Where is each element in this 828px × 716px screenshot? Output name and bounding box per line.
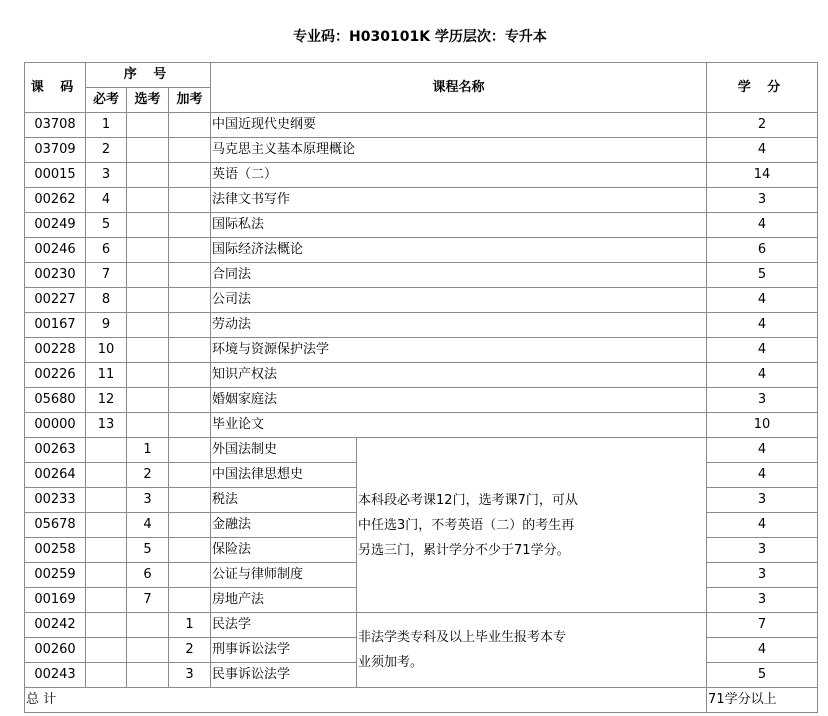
- course-name: 毕业论文: [211, 413, 707, 438]
- course-credit: 4: [707, 638, 818, 663]
- elective-note: [357, 438, 707, 613]
- course-credit: 4: [707, 138, 818, 163]
- course-credit: 4: [707, 463, 818, 488]
- course-name: 税法: [211, 488, 357, 513]
- table-row: [25, 413, 818, 438]
- required-seq: 7: [86, 263, 127, 288]
- elective-seq: 6: [127, 563, 169, 588]
- course-credit: 5: [707, 663, 818, 688]
- elective-seq: [127, 238, 169, 263]
- table-row: [25, 213, 818, 238]
- additional-seq: [169, 113, 211, 138]
- additional-seq: [169, 388, 211, 413]
- course-credit: 4: [707, 213, 818, 238]
- additional-seq: [169, 463, 211, 488]
- course-credit: 3: [707, 388, 818, 413]
- additional-seq: 3: [169, 663, 211, 688]
- table-row: [25, 363, 818, 388]
- course-credit: 4: [707, 288, 818, 313]
- additional-seq: [169, 213, 211, 238]
- additional-seq: [169, 538, 211, 563]
- course-name: 金融法: [211, 513, 357, 538]
- course-credit: 3: [707, 563, 818, 588]
- header-required: 必考: [86, 88, 127, 113]
- header-credit: 学 分: [707, 63, 818, 113]
- required-seq: 12: [86, 388, 127, 413]
- course-code: 00015: [25, 163, 86, 188]
- note-line: 业须加考。: [358, 655, 424, 670]
- required-seq: 10: [86, 338, 127, 363]
- elective-seq: [127, 213, 169, 238]
- course-name: 民法学: [211, 613, 357, 638]
- additional-seq: [169, 138, 211, 163]
- course-name: 公司法: [211, 288, 707, 313]
- table-row: [25, 138, 818, 163]
- required-seq: 1: [86, 113, 127, 138]
- course-name: 合同法: [211, 263, 707, 288]
- elective-seq: 4: [127, 513, 169, 538]
- course-credit: 2: [707, 113, 818, 138]
- table-row: [25, 613, 818, 638]
- required-seq: [86, 463, 127, 488]
- additional-seq: [169, 338, 211, 363]
- additional-seq: [169, 263, 211, 288]
- table-row: [25, 238, 818, 263]
- course-credit: 7: [707, 613, 818, 638]
- elective-seq: [127, 288, 169, 313]
- course-credit: 4: [707, 513, 818, 538]
- additional-seq: [169, 413, 211, 438]
- elective-seq: 7: [127, 588, 169, 613]
- elective-seq: 1: [127, 438, 169, 463]
- course-code: 00243: [25, 663, 86, 688]
- course-name: 外国法制史: [211, 438, 357, 463]
- course-credit: 4: [707, 363, 818, 388]
- course-code: 00262: [25, 188, 86, 213]
- note-line: 本科段必考课12门，选考课7门，可从: [358, 492, 578, 508]
- additional-seq: 1: [169, 613, 211, 638]
- course-code: 00169: [25, 588, 86, 613]
- course-code: 00230: [25, 263, 86, 288]
- course-name: 劳动法: [211, 313, 707, 338]
- course-code: 00233: [25, 488, 86, 513]
- required-seq: [86, 488, 127, 513]
- course-credit: 6: [707, 238, 818, 263]
- course-credit: 3: [707, 588, 818, 613]
- elective-seq: [127, 363, 169, 388]
- additional-seq: [169, 363, 211, 388]
- additional-seq: [169, 563, 211, 588]
- course-name: 公证与律师制度: [211, 563, 357, 588]
- course-name: 国际私法: [211, 213, 707, 238]
- required-seq: [86, 613, 127, 638]
- table-row: [25, 288, 818, 313]
- course-code: 00258: [25, 538, 86, 563]
- course-table: [24, 62, 818, 713]
- course-name: 中国近现代史纲要: [211, 113, 707, 138]
- additional-seq: [169, 163, 211, 188]
- total-row: [25, 688, 818, 713]
- elective-seq: [127, 313, 169, 338]
- course-name: 房地产法: [211, 588, 357, 613]
- course-name: 马克思主义基本原理概论: [211, 138, 707, 163]
- required-seq: [86, 438, 127, 463]
- course-credit: 3: [707, 488, 818, 513]
- elective-seq: [127, 163, 169, 188]
- course-code: 00260: [25, 638, 86, 663]
- elective-seq: 3: [127, 488, 169, 513]
- required-seq: 3: [86, 163, 127, 188]
- course-name: 法律文书写作: [211, 188, 707, 213]
- elective-seq: [127, 188, 169, 213]
- header-code: 课 码: [25, 63, 86, 113]
- elective-seq: [127, 613, 169, 638]
- elective-seq: [127, 413, 169, 438]
- required-seq: 13: [86, 413, 127, 438]
- page-title: 专业码：H030101K 学历层次：专升本: [293, 29, 547, 45]
- course-credit: 14: [707, 163, 818, 188]
- course-name: 民事诉讼法学: [211, 663, 357, 688]
- course-name: 知识产权法: [211, 363, 707, 388]
- course-name: 刑事诉讼法学: [211, 638, 357, 663]
- course-code: 03709: [25, 138, 86, 163]
- course-credit: 4: [707, 438, 818, 463]
- required-seq: [86, 638, 127, 663]
- elective-seq: 2: [127, 463, 169, 488]
- course-code: 00259: [25, 563, 86, 588]
- course-credit: 10: [707, 413, 818, 438]
- course-name: 国际经济法概论: [211, 238, 707, 263]
- course-name: 婚姻家庭法: [211, 388, 707, 413]
- course-code: 00263: [25, 438, 86, 463]
- additional-seq: [169, 238, 211, 263]
- additional-seq: [169, 313, 211, 338]
- table-row: [25, 113, 818, 138]
- header-name: 课程名称: [211, 63, 707, 113]
- course-code: 00249: [25, 213, 86, 238]
- header-seq: 序 号: [86, 63, 211, 88]
- table-row: [25, 313, 818, 338]
- required-seq: 11: [86, 363, 127, 388]
- required-seq: 8: [86, 288, 127, 313]
- additional-seq: [169, 188, 211, 213]
- elective-seq: [127, 388, 169, 413]
- course-credit: 5: [707, 263, 818, 288]
- course-name: 保险法: [211, 538, 357, 563]
- header-elective: 选考: [127, 88, 169, 113]
- elective-seq: [127, 663, 169, 688]
- course-code: 00264: [25, 463, 86, 488]
- elective-seq: [127, 338, 169, 363]
- required-seq: 4: [86, 188, 127, 213]
- required-seq: 5: [86, 213, 127, 238]
- elective-seq: [127, 138, 169, 163]
- additional-note: [357, 613, 707, 688]
- course-code: 00167: [25, 313, 86, 338]
- course-credit: 3: [707, 188, 818, 213]
- course-code: 00000: [25, 413, 86, 438]
- course-credit: 4: [707, 338, 818, 363]
- total-credit: 71学分以上: [707, 688, 818, 713]
- additional-seq: [169, 588, 211, 613]
- course-code: 05680: [25, 388, 86, 413]
- elective-seq: [127, 113, 169, 138]
- total-label: 总 计: [25, 688, 707, 713]
- additional-seq: [169, 288, 211, 313]
- required-seq: [86, 563, 127, 588]
- course-code: 00226: [25, 363, 86, 388]
- table-row: [25, 188, 818, 213]
- table-row: [25, 338, 818, 363]
- table-row: [25, 163, 818, 188]
- required-seq: 6: [86, 238, 127, 263]
- note-line: 中任选3门，不考英语（二）的考生再: [358, 517, 575, 533]
- required-seq: 2: [86, 138, 127, 163]
- elective-seq: 5: [127, 538, 169, 563]
- header-additional: 加考: [169, 88, 211, 113]
- required-seq: [86, 538, 127, 563]
- additional-seq: [169, 513, 211, 538]
- elective-seq: [127, 638, 169, 663]
- course-credit: 4: [707, 313, 818, 338]
- course-code: 03708: [25, 113, 86, 138]
- required-seq: [86, 513, 127, 538]
- course-code: 00246: [25, 238, 86, 263]
- table-row: [25, 438, 818, 463]
- required-seq: 9: [86, 313, 127, 338]
- required-seq: [86, 588, 127, 613]
- table-row: [25, 388, 818, 413]
- course-code: 00228: [25, 338, 86, 363]
- course-code: 00242: [25, 613, 86, 638]
- course-name: 中国法律思想史: [211, 463, 357, 488]
- note-line: 另选三门，累计学分不少于71学分。: [358, 542, 570, 558]
- course-name: 环境与资源保护法学: [211, 338, 707, 363]
- course-name: 英语（二）: [211, 163, 707, 188]
- course-code: 00227: [25, 288, 86, 313]
- elective-seq: [127, 263, 169, 288]
- course-code: 05678: [25, 513, 86, 538]
- course-credit: 3: [707, 538, 818, 563]
- additional-seq: 2: [169, 638, 211, 663]
- additional-seq: [169, 488, 211, 513]
- required-seq: [86, 663, 127, 688]
- note-line: 非法学类专科及以上毕业生报考本专: [358, 630, 567, 645]
- additional-seq: [169, 438, 211, 463]
- table-row: [25, 263, 818, 288]
